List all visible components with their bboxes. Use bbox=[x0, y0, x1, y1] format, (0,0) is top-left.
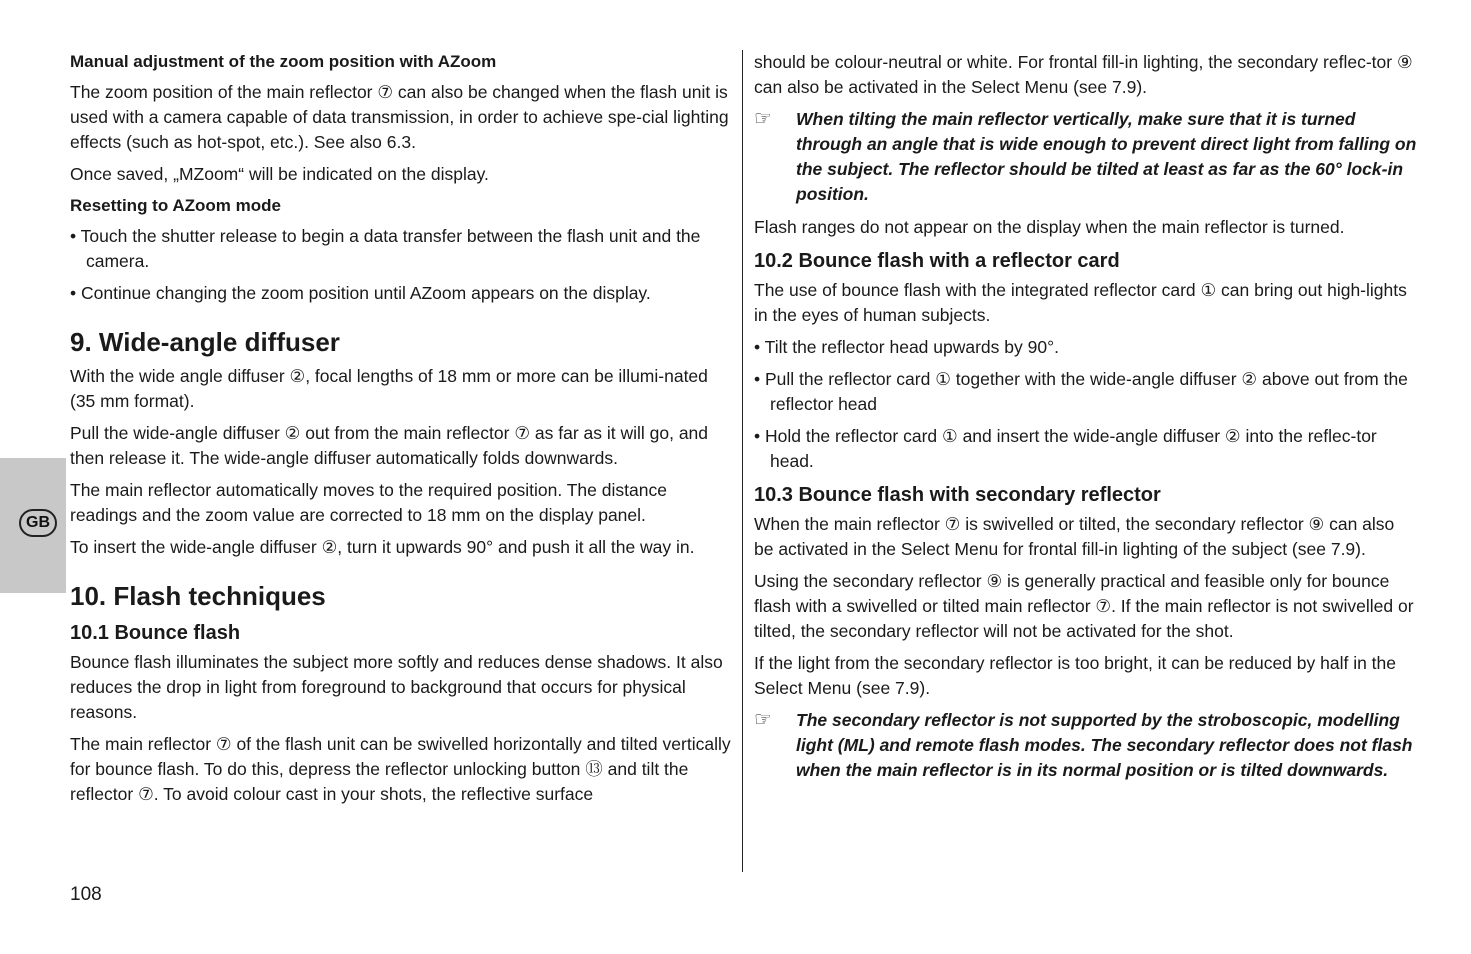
pointing-hand-icon: ☞ bbox=[754, 709, 772, 731]
reset-bullet-2: • Continue changing the zoom position until AZoom appears on the display. bbox=[70, 283, 651, 303]
section-10-2-bullet-3: • Hold the reflector card ① and insert the wide-angle diffuser ② into the reflec-tor head. bbox=[754, 426, 1377, 471]
section-9-paragraph-1: With the wide angle diffuser ②, focal lengths of 18 mm or more can be illumi-nated (35 mm format). bbox=[70, 366, 708, 411]
pointing-hand-icon: ☞ bbox=[754, 108, 772, 130]
section-9-paragraph-2: Pull the wide-angle diffuser ② out from the main reflector ⑦ as far as it will go, and then release it. The wide-angle diffuser automatically folds downwards. bbox=[70, 423, 709, 468]
section-10-2-paragraph-1: The use of bounce flash with the integrated reflector card ① can bring out high-lights in the eyes of human subjects. bbox=[754, 280, 1407, 325]
section-10-2-title: 10.2 Bounce flash with a reflector card bbox=[754, 250, 1120, 272]
reset-heading: Resetting to AZoom mode bbox=[70, 196, 281, 215]
section-10-3-title: 10.3 Bounce flash with secondary reflector bbox=[754, 484, 1161, 506]
section-10-1-paragraph-2: The main reflector ⑦ of the flash unit can be swivelled horizontally and tilted vertically for bounce flash. To do this, depress the reflector unlocking button ⑬ and tilt the reflector ⑦. To avoid colour cast in your shots, the reflective surface bbox=[70, 734, 731, 804]
note-secondary-reflector bbox=[754, 708, 1418, 783]
zoom-paragraph-1: The zoom position of the main reflector ⑦ can also be changed when the flash unit is used with a camera capable of data transmission, in order to achieve spe-cial lighting effects (such as hot-spot, etc.). See also 6.3. bbox=[70, 82, 729, 152]
section-9-paragraph-4: To insert the wide-angle diffuser ②, turn it upwards 90° and push it all the way in. bbox=[70, 537, 695, 557]
section-10-2-bullet-2: • Pull the reflector card ① together with the wide-angle diffuser ② above out from the reflector head bbox=[754, 369, 1408, 414]
reset-bullet-1: • Touch the shutter release to begin a data transfer between the flash unit and the camera. bbox=[70, 226, 701, 271]
zoom-heading: Manual adjustment of the zoom position with AZoom bbox=[70, 52, 497, 71]
section-10-3-paragraph-3: If the light from the secondary reflector is too bright, it can be reduced by half in the Select Menu (see 7.9). bbox=[754, 653, 1397, 698]
language-tab-label: GB bbox=[19, 509, 57, 537]
column-divider bbox=[742, 50, 743, 872]
left-column bbox=[70, 50, 732, 814]
section-10-2-bullet-1: • Tilt the reflector head upwards by 90°. bbox=[754, 337, 1059, 357]
note-tilting bbox=[754, 107, 1418, 207]
right-column bbox=[754, 50, 1418, 791]
section-10-1-paragraph-1: Bounce flash illuminates the subject more softly and reduces dense shadows. It also reduces the drop in light from foreground to background that occurs for physical reasons. bbox=[70, 652, 723, 722]
continued-paragraph-2: Flash ranges do not appear on the display when the main reflector is turned. bbox=[754, 217, 1345, 237]
continued-paragraph-1: should be colour-neutral or white. For frontal fill-in lighting, the secondary reflec-tor ⑨ can also be activated in the Select Menu (see 7.9). bbox=[754, 52, 1413, 97]
note-tilting-text: When tilting the main reflector vertically, make sure that it is turned through an angle that is wide enough to prevent direct light from falling on the subject. The reflector should be tilted at least as far as the 60° lock-in position. bbox=[796, 109, 1417, 204]
zoom-paragraph-2: Once saved, „MZoom“ will be indicated on the display. bbox=[70, 164, 489, 184]
section-9-title: 9. Wide-angle diffuser bbox=[70, 327, 340, 357]
page-number: 108 bbox=[70, 884, 102, 905]
section-10-title: 10. Flash techniques bbox=[70, 581, 326, 611]
note-secondary-reflector-text: The secondary reflector is not supported by the stroboscopic, modelling light (ML) and remote flash modes. The secondary reflector does not flash when the main reflector is in its normal position or is tilted downwards. bbox=[796, 710, 1413, 780]
section-10-3-paragraph-2: Using the secondary reflector ⑨ is generally practical and feasible only for bounce flash with a swivelled or tilted main reflector ⑦. If the main reflector is not swivelled or tilted, the secondary reflector will not be activated for the shot. bbox=[754, 571, 1414, 641]
section-10-3-paragraph-1: When the main reflector ⑦ is swivelled or tilted, the secondary reflector ⑨ can also be activated in the Select Menu for frontal fill-in lighting of the subject (see 7.9). bbox=[754, 514, 1395, 559]
section-9-paragraph-3: The main reflector automatically moves to the required position. The distance readings and the zoom value are corrected to 18 mm on the display panel. bbox=[70, 480, 667, 525]
section-10-1-title: 10.1 Bounce flash bbox=[70, 622, 241, 644]
